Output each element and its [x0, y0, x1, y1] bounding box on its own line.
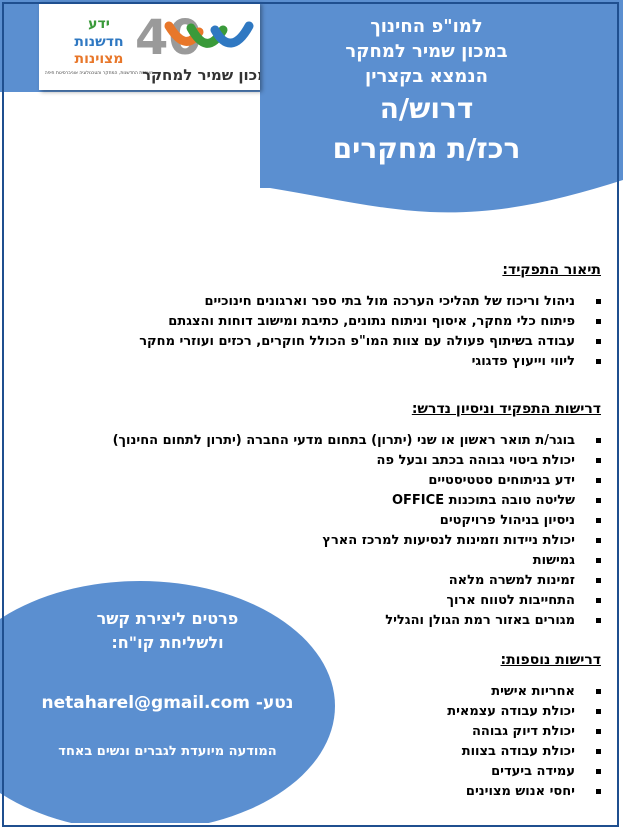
- contact-email[interactable]: נטע- netaharel@gmail.com: [41, 693, 294, 713]
- list-item: עבודה בשיתוף פעולה עם צוות המו"פ הכולל חוקרים, רכזים ועוזרי מחקר: [139, 332, 601, 352]
- header-title-2: רכז/ת מחקרים: [332, 132, 521, 165]
- list-item: התחייבות לטווח ארוך: [113, 591, 601, 611]
- logo-tagline-mid: חדשנות: [74, 34, 124, 50]
- logo-small-text: מעבדת החדשנות, המחקר והטכנולוגיה אוניברסיטת חיפה: [44, 71, 154, 76]
- list-item: פיתוח כלי מחקר, איסוף וניתוח נתונים, כתיבת ומישוב דוחות והצגתם: [139, 312, 601, 332]
- list-item: בוגר/ת תואר ראשון או שני (יתרון) בתחום מדעי החברה (יתרון לתחום החינוך): [113, 431, 601, 451]
- logo-tagline-top: ידע: [88, 16, 110, 32]
- list-item: עמידה ביעדים: [447, 762, 601, 782]
- equal-opportunity-note: המודעה מיועדת לגברים ונשים באחד: [58, 744, 277, 759]
- list-item: יכולת ביטוי גבוהה בכתב ובעל פה: [113, 451, 601, 471]
- list-item: זמינות למשרה מלאה: [113, 571, 601, 591]
- list-item: יכולת דיוק גבוהה: [447, 722, 601, 742]
- list-item: אחריות אישית: [447, 682, 601, 702]
- list-item: יכולת עבודה עצמאית: [447, 702, 601, 722]
- list-item: מגורים באזור רמת הגולן והגליל: [113, 611, 601, 631]
- list-item: יכולת עבודה בצוות: [447, 742, 601, 762]
- list-item: ליווי וייעוץ פדגוגי: [139, 352, 601, 372]
- contact-line-1: פרטים ליצירת קשר: [96, 609, 239, 628]
- list-item: יחסי אנוש מצוינים: [447, 782, 601, 802]
- list-item: שליטה טובה בתוכנות OFFICE: [113, 491, 601, 511]
- header-line-3: הנמצא בקצרין: [365, 66, 488, 87]
- logo-name: מכון שמיר למחקר: [141, 66, 260, 84]
- list-item: ניסיון בניהול פרויקטים: [113, 511, 601, 531]
- list-item: ניהול וריכוז של תהליכי הערכה מול בתי ספר וארגונים חינוכיים: [139, 292, 601, 312]
- header-title-1: דרוש/ה: [379, 92, 474, 125]
- contact-line-2: ולשליחת קו"ח:: [111, 633, 224, 652]
- additional-title: דרישות נוספות:: [500, 652, 601, 668]
- requirements-title: דרישות התפקיד וניסיון נדרש:: [411, 401, 601, 417]
- list-item: ידע בניתוחים סטטיסטיים: [113, 471, 601, 491]
- role-title: תיאור התפקיד:: [502, 262, 601, 278]
- header-line-2: במכון שמיר למחקר: [345, 41, 508, 62]
- header-line-1: למו"פ החינוך: [370, 16, 483, 37]
- logo-number: 40: [135, 10, 202, 66]
- page-border: [2, 2, 619, 827]
- list-item: יכולת ניידות וזמינות לנסיעות למרכז הארץ: [113, 531, 601, 551]
- logo-tagline-bottom: מצוינות: [74, 51, 124, 67]
- list-item: גמישות: [113, 551, 601, 571]
